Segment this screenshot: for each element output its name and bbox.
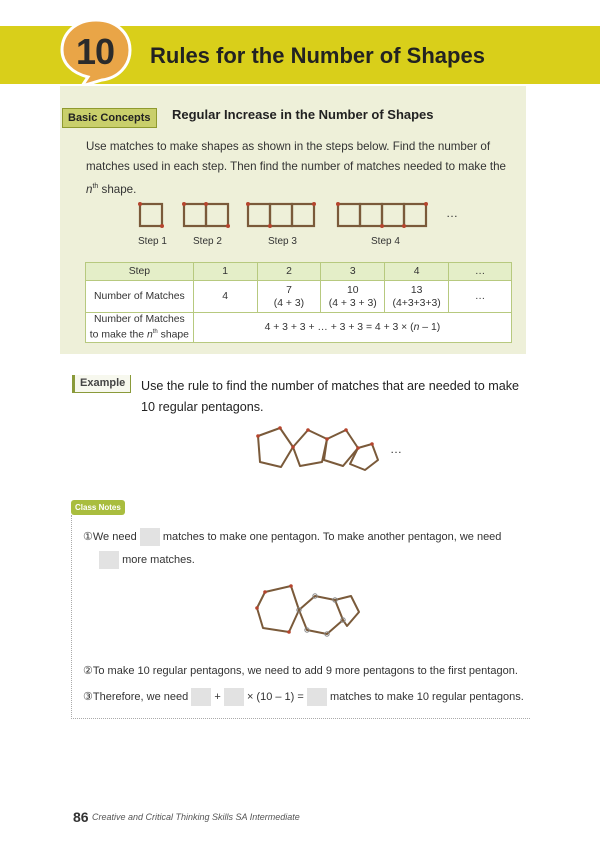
concept-text bbox=[86, 137, 510, 200]
page-number: 86 bbox=[73, 809, 89, 825]
book-title: Creative and Critical Thinking Skills SA Intermediate bbox=[92, 812, 300, 822]
label-n: n bbox=[146, 329, 153, 341]
note-text: more matches. bbox=[122, 553, 195, 566]
note-step2: ②To make 10 regular pentagons, we need to add 9 more pentagons to the first pentagon. bbox=[83, 665, 518, 677]
concept-title: Regular Increase in the Number of Shapes bbox=[172, 107, 434, 122]
plus-sign: + bbox=[214, 690, 221, 703]
formula-end: – 1) bbox=[419, 322, 441, 333]
formula-text: 4 + 3 + 3 + … + 3 + 3 = 4 + 3 × ( bbox=[264, 322, 414, 333]
label-text: to make the bbox=[89, 329, 147, 341]
example-tag: Example bbox=[72, 375, 131, 393]
answer-blank[interactable] bbox=[224, 688, 244, 706]
cell-value: 4 bbox=[222, 291, 229, 302]
table-row bbox=[86, 281, 512, 313]
concept-text-main: Use matches to make shapes as shown in the steps below. Find the number of matches used in each step. Then find the number of matches needed to make the bbox=[86, 140, 506, 173]
note-step3 bbox=[83, 688, 524, 706]
step3-square-3 bbox=[292, 204, 314, 226]
step2-square-1 bbox=[184, 204, 206, 226]
step4-square-1 bbox=[338, 204, 360, 226]
pentagon-chain-figure bbox=[250, 422, 380, 474]
note-step1 bbox=[83, 528, 501, 546]
table-cell bbox=[257, 281, 321, 313]
cell-sub: (4 + 3) bbox=[273, 297, 305, 309]
basic-concepts-tag: Basic Concepts bbox=[62, 108, 157, 128]
table-header-cell: 1 bbox=[193, 263, 257, 281]
step1-square bbox=[140, 204, 162, 226]
label-sup: th bbox=[152, 329, 158, 336]
answer-blank[interactable] bbox=[191, 688, 211, 706]
step-label-2: Step 2 bbox=[193, 236, 222, 247]
concept-text-end: shape. bbox=[98, 182, 137, 196]
step3-square-2 bbox=[270, 204, 292, 226]
chapter-number: 10 bbox=[75, 31, 115, 72]
table-cell: … bbox=[449, 281, 512, 313]
table-header-cell: … bbox=[449, 263, 512, 281]
row-label-matches: Number of Matches bbox=[86, 281, 194, 313]
table-header-cell: 3 bbox=[321, 263, 385, 281]
step2-square-2 bbox=[206, 204, 228, 226]
table-cell bbox=[321, 281, 385, 313]
step-label-1: Step 1 bbox=[138, 236, 167, 247]
table-header-row bbox=[86, 263, 512, 281]
table-header-cell: 4 bbox=[385, 263, 449, 281]
squares-ellipsis: … bbox=[446, 206, 458, 220]
nth-formula-cell bbox=[193, 313, 511, 343]
table-cell bbox=[193, 281, 257, 313]
note-text: matches to make one pentagon. To make another pentagon, we need bbox=[162, 530, 502, 543]
answer-blank[interactable] bbox=[307, 688, 327, 706]
step4-square-3 bbox=[382, 204, 404, 226]
cell-value: 10 bbox=[347, 284, 359, 296]
step4-square-4 bbox=[404, 204, 426, 226]
cell-value: 13 bbox=[410, 284, 423, 296]
pentagon-ellipsis: … bbox=[390, 442, 402, 456]
formula-n: n bbox=[413, 322, 420, 333]
note-step1-cont bbox=[99, 551, 195, 569]
step4-square-2 bbox=[360, 204, 382, 226]
two-pentagon-figure bbox=[251, 582, 361, 638]
step3-square-1 bbox=[248, 204, 270, 226]
note-text: ①We need bbox=[83, 530, 137, 543]
concept-text-n: n bbox=[86, 182, 93, 196]
cell-sub: (4+3+3+3) bbox=[392, 297, 441, 309]
example-text: Use the rule to find the number of matches that are needed to make 10 regular pentagons. bbox=[141, 379, 520, 414]
note-text: matches to make 10 regular pentagons. bbox=[329, 690, 524, 703]
matches-table bbox=[85, 262, 512, 343]
table-header-cell: 2 bbox=[257, 263, 321, 281]
answer-blank[interactable] bbox=[99, 551, 119, 569]
table-header-cell: Step bbox=[86, 263, 194, 281]
table-cell bbox=[385, 281, 449, 313]
page-title: Rules for the Number of Shapes bbox=[150, 43, 485, 68]
matchstick-squares-figure bbox=[128, 196, 448, 230]
row-label-line1: Number of Matches bbox=[94, 314, 185, 326]
cell-sub: (4 + 3 + 3) bbox=[328, 297, 377, 309]
table-row bbox=[86, 313, 512, 343]
step-label-4: Step 4 bbox=[371, 236, 400, 247]
cell-value: 7 bbox=[286, 284, 292, 296]
row-label-line2 bbox=[86, 326, 193, 341]
step-label-3: Step 3 bbox=[268, 236, 297, 247]
row-label-nth bbox=[86, 313, 194, 343]
class-notes-tag: Class Notes bbox=[71, 500, 125, 515]
note-text: ③Therefore, we need bbox=[83, 690, 189, 703]
label-text: shape bbox=[157, 329, 189, 341]
answer-blank[interactable] bbox=[140, 528, 160, 546]
note-text: × (10 – 1) = bbox=[246, 690, 304, 703]
concept-text-sup: th bbox=[92, 183, 99, 190]
